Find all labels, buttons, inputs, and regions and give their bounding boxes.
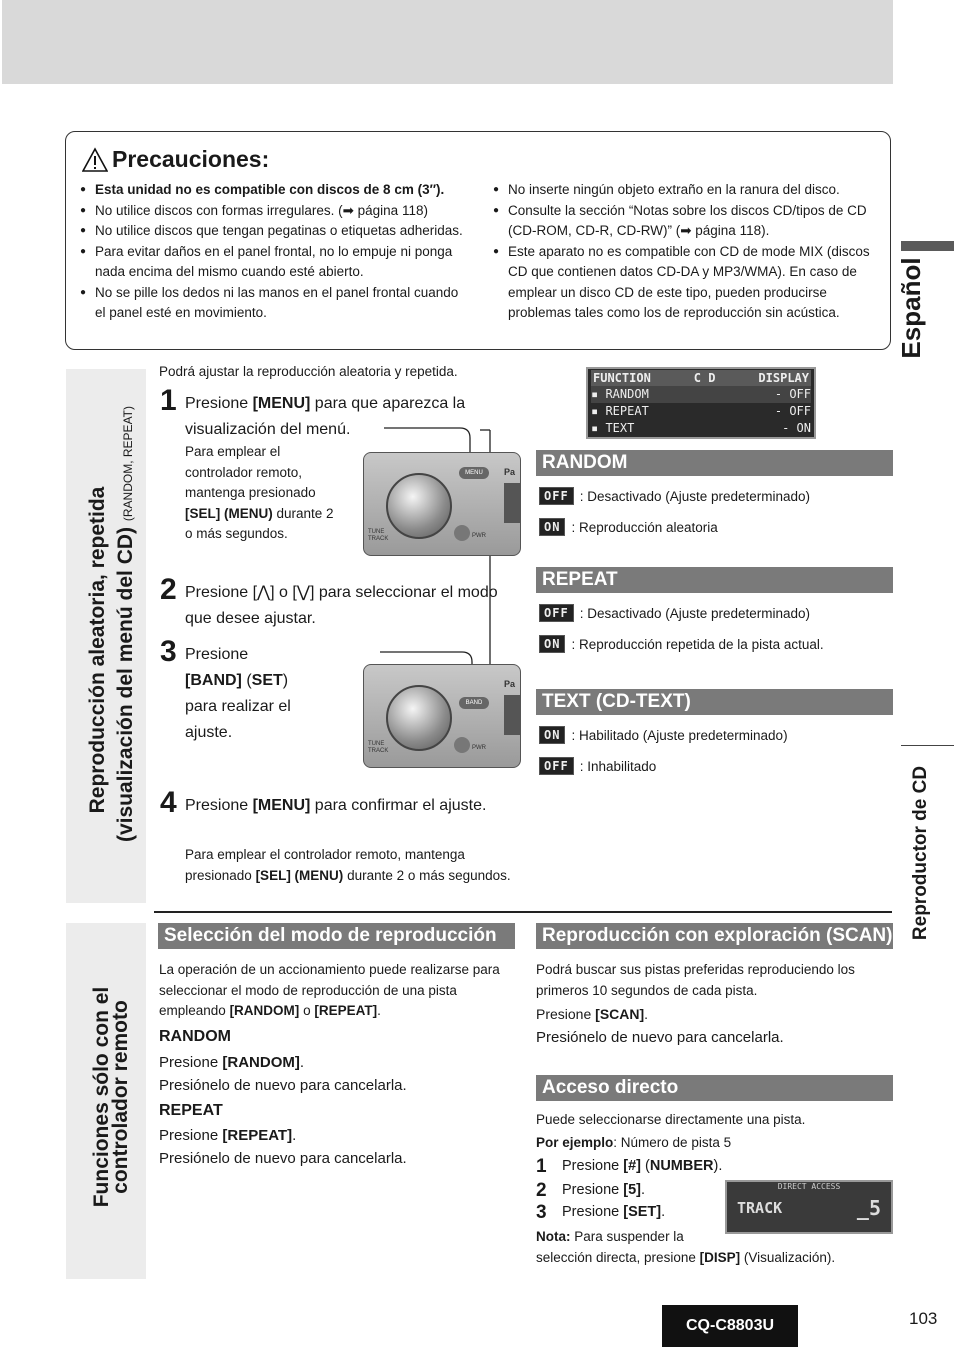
menu-display-row: ▪ TEXT - ON bbox=[591, 421, 811, 435]
repeat-subheading: REPEAT bbox=[159, 1102, 223, 1119]
band-button[interactable]: BAND bbox=[459, 697, 489, 709]
direct-note: Nota: Para suspender la selección directa, presione [DISP] (Visualización). bbox=[536, 1229, 836, 1265]
step2-text: Presione [⋀] o [⋁] para seleccionar el modo que desee ajustar. bbox=[185, 584, 498, 627]
tune-track-label: TUNE TRACK bbox=[368, 741, 389, 754]
list-item: ● Esta unidad no es compatible con discos de 8 cm (3″). bbox=[80, 180, 472, 201]
repeat-off-row: OFF : Desactivado (Ajuste predeterminado) bbox=[539, 604, 810, 622]
section1-title-line1: Reproducción aleatoria, repetida bbox=[86, 486, 109, 814]
step3-text: Presione [BAND] (SET) para realizar el ajuste. bbox=[185, 646, 291, 741]
repeat-on-row: ON : Reproducción repetida de la pista actual. bbox=[539, 635, 824, 653]
off-badge: OFF bbox=[539, 757, 574, 775]
step1-note: Para emplear el controlador remoto, mantenga presionado [SEL] (MENU) durante 2 o más segundos. bbox=[185, 444, 334, 541]
off-badge: OFF bbox=[539, 487, 574, 505]
on-badge: ON bbox=[539, 518, 565, 536]
power-label: PWR bbox=[472, 745, 486, 751]
round-button[interactable] bbox=[454, 525, 470, 541]
list-item: ● Para evitar daños en el panel frontal, no lo empuje ni ponga nada encima del mismo cuando esté abierto. bbox=[80, 242, 472, 283]
list-item: ● Consulte la sección “Notas sobre los discos CD/tipos de CD (CD-ROM, CD-R, CD-RW)” (➡ página 118). bbox=[493, 201, 883, 242]
list-item: ● No utilice discos con formas irregulares. (➡ página 118) bbox=[80, 201, 472, 222]
list-item: ● No se pille los dedos ni las manos en el panel frontal cuando el panel esté en movimiento. bbox=[80, 283, 472, 324]
step-number: 1 bbox=[536, 1156, 547, 1177]
display-edge bbox=[504, 695, 520, 735]
menu-display-header: FUNCTION C D DISPLAY bbox=[593, 371, 809, 385]
precautions-title bbox=[82, 146, 269, 173]
direct-step2: Presione [5]. bbox=[562, 1182, 646, 1198]
menu-display-row: ▪ RANDOM - OFF bbox=[591, 387, 811, 401]
scan-intro: Podrá buscar sus pistas preferidas reproduciendo los primeros 10 segundos de cada pista. bbox=[536, 962, 855, 998]
random-off-row: OFF : Desactivado (Ajuste predeterminado) bbox=[539, 487, 810, 505]
menu-display-row: ▪ REPEAT - OFF bbox=[591, 404, 811, 418]
section-tab: Reproductor de CD bbox=[910, 765, 931, 941]
direct-access-row: TRACK _5 bbox=[737, 1196, 881, 1220]
precautions-right-list bbox=[493, 180, 883, 324]
on-badge: ON bbox=[539, 726, 565, 744]
round-button[interactable] bbox=[454, 737, 470, 753]
list-item: ● No utilice discos que tengan pegatinas o etiquetas adheridas. bbox=[80, 221, 472, 242]
direct-example: Por ejemplo: Número de pista 5 bbox=[536, 1135, 732, 1150]
step1-text: Presione [MENU] para que aparezca la visualización del menú. bbox=[185, 395, 466, 438]
brand-fragment: Pa bbox=[504, 467, 516, 477]
menu-button[interactable]: MENU bbox=[459, 467, 489, 479]
section1-title-line2 bbox=[114, 364, 138, 884]
step-number: 1 bbox=[160, 384, 177, 417]
direct-step3: Presione [SET]. bbox=[562, 1204, 666, 1220]
text-off-row: OFF : Inhabilitado bbox=[539, 757, 656, 775]
mode-heading: Selección del modo de reproducción bbox=[158, 923, 515, 949]
step-number: 2 bbox=[536, 1180, 547, 1201]
section-tab-divider bbox=[901, 745, 954, 746]
direct-step1: Presione [#] (NUMBER). bbox=[562, 1158, 723, 1174]
list-item: ● Este aparato no es compatible con CD de mode MIX (discos CD que contienen datos CD-DA y MP3/WMA). En caso de emplear un disco CD de este tipo, pueden producirse problemas tales como los de reproducción sin acústica. bbox=[493, 242, 883, 324]
random-subheading: RANDOM bbox=[159, 1028, 231, 1045]
text-on-row: ON : Habilitado (Ajuste predeterminado) bbox=[539, 726, 788, 744]
on-badge: ON bbox=[539, 635, 565, 653]
scan-instructions: Presione [SCAN]. Presiónelo de nuevo para cancelarla. bbox=[536, 1006, 784, 1046]
random-instructions: Presione [RANDOM]. Presiónelo de nuevo para cancelarla. bbox=[159, 1054, 407, 1094]
direct-access-display bbox=[725, 1180, 893, 1234]
tune-track-label: TUNE TRACK bbox=[368, 529, 389, 542]
step4-text: Presione [MENU] para confirmar el ajuste. bbox=[185, 797, 487, 814]
section1-title-line2-text: (visualización del menú del CD) bbox=[114, 526, 137, 843]
brand-fragment: Pa bbox=[504, 679, 516, 689]
display-edge bbox=[504, 483, 520, 523]
random-on-row: ON : Reproducción aleatoria bbox=[539, 518, 718, 536]
section1-title-small: (RANDOM, REPEAT) bbox=[121, 405, 135, 522]
warning-icon bbox=[82, 147, 108, 173]
direct-access-title: DIRECT ACCESS bbox=[777, 1182, 841, 1191]
section2-title-line1: Funciones sólo con el bbox=[90, 986, 113, 1208]
header-band bbox=[2, 0, 893, 84]
random-heading: RANDOM bbox=[536, 450, 893, 476]
repeat-instructions: Presione [REPEAT]. Presiónelo de nuevo para cancelarla. bbox=[159, 1127, 407, 1167]
car-stereo-illustration bbox=[363, 664, 521, 768]
scan-heading: Reproducción con exploración (SCAN) bbox=[536, 923, 893, 949]
repeat-heading: REPEAT bbox=[536, 567, 893, 593]
text-heading: TEXT (CD-TEXT) bbox=[536, 689, 893, 715]
step-number: 3 bbox=[536, 1202, 547, 1223]
section1-intro: Podrá ajustar la reproducción aleatoria y repetida. bbox=[159, 364, 458, 379]
step-number: 2 bbox=[160, 573, 177, 606]
page-number: 103 bbox=[909, 1309, 938, 1328]
section2-title-line2: controlador remoto bbox=[109, 1000, 132, 1194]
volume-knob bbox=[386, 473, 452, 539]
menu-display bbox=[586, 367, 816, 439]
precautions-title-text: Precauciones: bbox=[112, 146, 270, 172]
model-badge: CQ-C8803U bbox=[662, 1305, 798, 1347]
mode-intro: La operación de un accionamiento puede realizarse para seleccionar el modo de reproducción de una pista empleando [RANDOM] o [REPEAT]. bbox=[159, 962, 500, 1018]
car-stereo-illustration bbox=[363, 452, 521, 556]
off-badge: OFF bbox=[539, 604, 574, 622]
power-label: PWR bbox=[472, 533, 486, 539]
volume-knob bbox=[386, 685, 452, 751]
list-item: ● No inserte ningún objeto extraño en la ranura del disco. bbox=[493, 180, 883, 201]
precautions-left-list bbox=[80, 180, 472, 324]
direct-intro: Puede seleccionarse directamente una pista. bbox=[536, 1112, 806, 1127]
step-number: 4 bbox=[160, 786, 177, 819]
step4-note: Para emplear el controlador remoto, mantenga presionado [SEL] (MENU) durante 2 o más segundos. bbox=[185, 847, 511, 883]
direct-heading: Acceso directo bbox=[536, 1075, 893, 1101]
language-tab: Español bbox=[896, 257, 926, 359]
step-number: 3 bbox=[160, 635, 177, 668]
section-divider bbox=[154, 911, 892, 913]
